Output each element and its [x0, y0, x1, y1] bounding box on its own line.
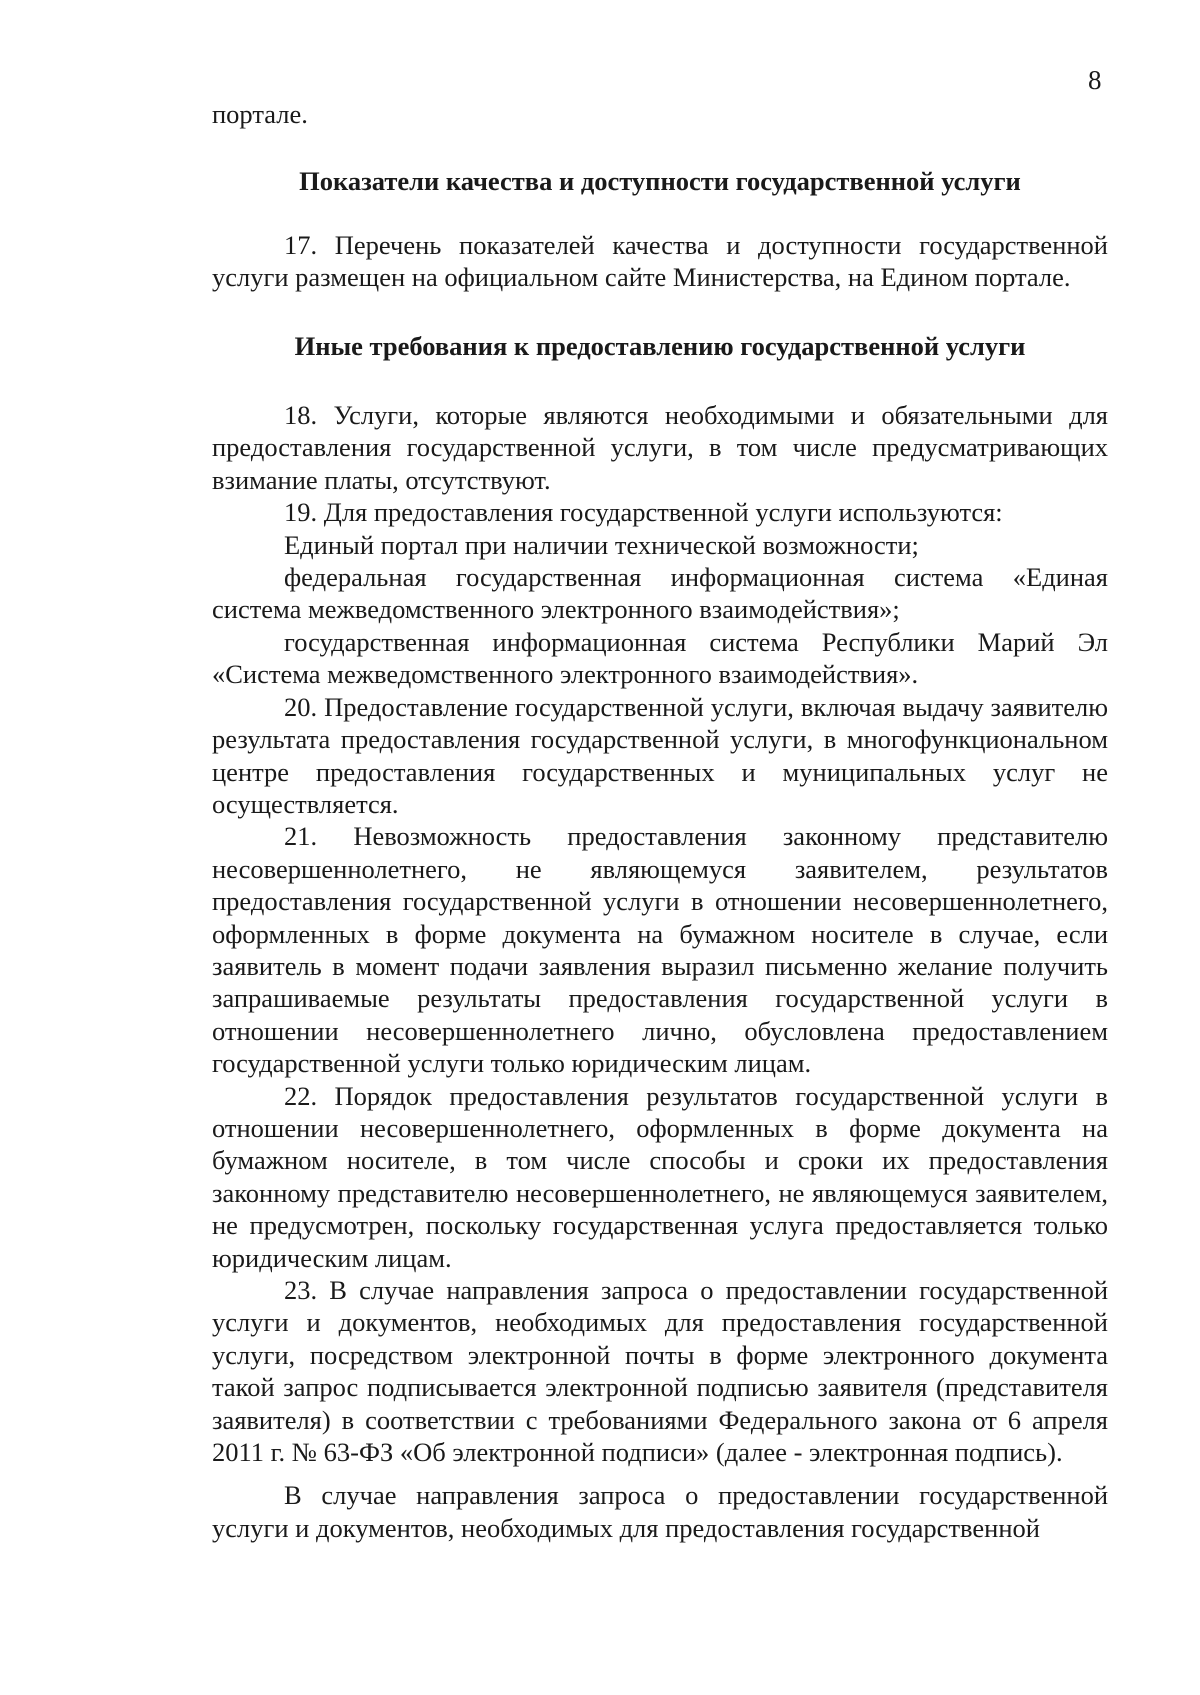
paragraph-19-item-portal: Единый портал при наличии технической возможности;	[284, 529, 919, 560]
paragraph-23-continuation: В случае направления запроса о предоставлении государственной услуги и документов, необходимых для предоставления государственной	[212, 1480, 1108, 1543]
spacer	[212, 130, 1108, 165]
section-heading-quality: Показатели качества и доступности государственной услуги	[299, 166, 1021, 197]
paragraph-17: 17. Перечень показателей качества и доступности государственной услуги размещен на официальном сайте Министерства, на Едином портале.	[212, 229, 1108, 293]
document-body	[212, 98, 1108, 1544]
paragraph-19: 19. Для предоставления государственной услуги используются:	[284, 497, 1003, 528]
page-number: 8	[1088, 65, 1102, 95]
paragraph-22: 22. Порядок предоставления результатов государственной услуги в отношении несовершеннолетнего, оформленных в форме документа на бумажном носителе, в том числе способы и сроки их предоставления законному представителю несовершеннолетнего, не являющемуся заявителем, не предусмотрен, поскольку государственная услуга предоставляется только юридическим лицам.	[212, 1080, 1108, 1273]
paragraph-23: 23. В случае направления запроса о предоставлении государственной услуги и документов, необходимых для предоставления государственной услуги, посредством электронной почты в форме электронного документа такой запрос подписывается электронной подписью заявителя (представителя заявителя) в соответствии с требованиями Федерального закона от 6 апреля 2011 г. № 63-ФЗ «Об электронной подписи» (далее - электронная подпись).	[212, 1275, 1108, 1468]
spacer	[212, 1468, 1108, 1479]
paragraph-19-item-federal-system: федеральная государственная информационная система «Единая система межведомственного электронного взаимодействия»;	[212, 562, 1108, 625]
spacer	[212, 294, 1108, 330]
paragraph-20: 20. Предоставление государственной услуги, включая выдачу заявителю результата предоставления государственной услуги, в многофункциональном центре предоставления государственных и муниципальных услуг не осуществляется.	[212, 691, 1108, 819]
spacer	[212, 198, 1108, 229]
section-heading-other-requirements: Иные требования к предоставлению государственной услуги	[294, 330, 1026, 361]
paragraph-19-item-regional-system: государственная информационная система Республики Марий Эл «Система межведомственного электронного взаимодействия».	[212, 626, 1108, 690]
paragraph-continuation: порталe.	[212, 99, 308, 129]
paragraph-18: 18. Услуги, которые являются необходимыми и обязательными для предоставления государственной услуги, в том числе предусматривающих взимание платы, отсутствуют.	[212, 400, 1108, 495]
paragraph-21: 21. Невозможность предоставления законному представителю несовершеннолетнего, не являющемуся заявителем, результатов предоставления государственной услуги в отношении несовершеннолетнего, оформленных в форме документа на бумажном носителе в случае, если заявитель в момент подачи заявления выразил письменно желание получить запрашиваемые результаты предоставления государственной услуги в отношении несовершеннолетнего лично, обусловлена предоставлением государственной услуги только юридическим лицам.	[212, 821, 1108, 1079]
spacer	[212, 362, 1108, 399]
